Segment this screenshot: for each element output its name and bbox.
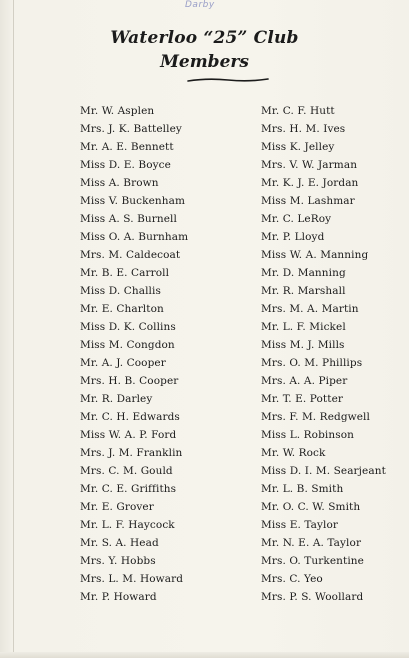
member-name: Miss V. Buckenham (80, 195, 186, 207)
member-name: Miss D. K. Collins (80, 321, 176, 333)
member-name: Miss M. Congdon (80, 339, 175, 351)
member-name: Mr. W. Rock (261, 447, 326, 459)
member-name: Mrs. L. M. Howard (80, 573, 184, 585)
member-name: Mr. T. E. Potter (261, 393, 344, 405)
member-name: Mrs. M. Caldecoat (80, 249, 181, 261)
member-name: Mrs. H. B. Cooper (80, 375, 179, 387)
member-name: Miss A. Brown (80, 177, 159, 189)
pencil-annotation: Darby (185, 0, 215, 10)
member-name: Mrs. V. W. Jarman (261, 159, 358, 171)
member-name: Mr. D. Manning (261, 267, 346, 279)
member-name: Miss M. Lashmar (261, 195, 355, 207)
member-name: Mrs. Y. Hobbs (80, 555, 156, 567)
page-subtitle: Members (160, 52, 249, 72)
member-name: Mrs. J. M. Franklin (80, 447, 183, 459)
member-name: Mr. P. Lloyd (261, 231, 325, 243)
page-title: Waterloo “25” Club (110, 28, 299, 48)
member-name: Miss W. A. Manning (261, 249, 369, 261)
member-name: Mr. E. Charlton (80, 303, 164, 315)
member-name: Mr. B. E. Carroll (80, 267, 170, 279)
member-name: Mr. A. J. Cooper (80, 357, 166, 369)
member-name: Mr. S. A. Head (80, 537, 159, 549)
member-name: Mr. K. J. E. Jordan (261, 177, 359, 189)
members-column-left (80, 104, 188, 608)
members-column-right (261, 104, 386, 608)
member-name: Mr. R. Marshall (261, 285, 346, 297)
member-name: Miss K. Jelley (261, 141, 335, 153)
member-name: Mr. C. H. Edwards (80, 411, 180, 423)
member-name: Mrs. J. K. Battelley (80, 123, 182, 135)
member-name: Mr. E. Grover (80, 501, 154, 513)
member-name: Miss L. Robinson (261, 429, 355, 441)
member-name: Mrs. F. M. Redgwell (261, 411, 370, 423)
member-name: Mr. A. E. Bennett (80, 141, 174, 153)
page-bottom-edge (0, 652, 409, 658)
member-name: Miss A. S. Burnell (80, 213, 177, 225)
member-name: Mr. W. Asplen (80, 105, 155, 117)
member-name: Mrs. C. Yeo (261, 573, 323, 585)
member-name: Mrs. C. M. Gould (80, 465, 173, 477)
member-name: Mr. O. C. W. Smith (261, 501, 361, 513)
member-name: Mr. C. E. Griffiths (80, 483, 177, 495)
member-name: Miss O. A. Burnham (80, 231, 189, 243)
member-name: Mrs. O. Turkentine (261, 555, 364, 567)
member-name: Mr. L. F. Haycock (80, 519, 175, 531)
title-swash-ornament (187, 77, 269, 83)
member-name: Mr. R. Darley (80, 393, 153, 405)
member-name: Miss W. A. P. Ford (80, 429, 177, 441)
member-name: Mr. C. LeRoy (261, 213, 332, 225)
member-name: Miss M. J. Mills (261, 339, 345, 351)
member-name: Mr. L. B. Smith (261, 483, 344, 495)
page-left-edge (13, 0, 14, 658)
member-name: Mrs. H. M. Ives (261, 123, 346, 135)
member-name: Mr. C. F. Hutt (261, 105, 335, 117)
member-name: Miss E. Taylor (261, 519, 339, 531)
member-name: Miss D. I. M. Searjeant (261, 465, 386, 477)
member-name: Mrs. A. A. Piper (261, 375, 348, 387)
member-name: Miss D. E. Boyce (80, 159, 171, 171)
member-name: Miss D. Challis (80, 285, 161, 297)
member-name: Mrs. M. A. Martin (261, 303, 359, 315)
member-name: Mrs. P. S. Woollard (261, 591, 364, 603)
member-name: Mr. L. F. Mickel (261, 321, 346, 333)
member-name: Mr. N. E. A. Taylor (261, 537, 362, 549)
member-name: Mr. P. Howard (80, 591, 157, 603)
member-name: Mrs. O. M. Phillips (261, 357, 363, 369)
